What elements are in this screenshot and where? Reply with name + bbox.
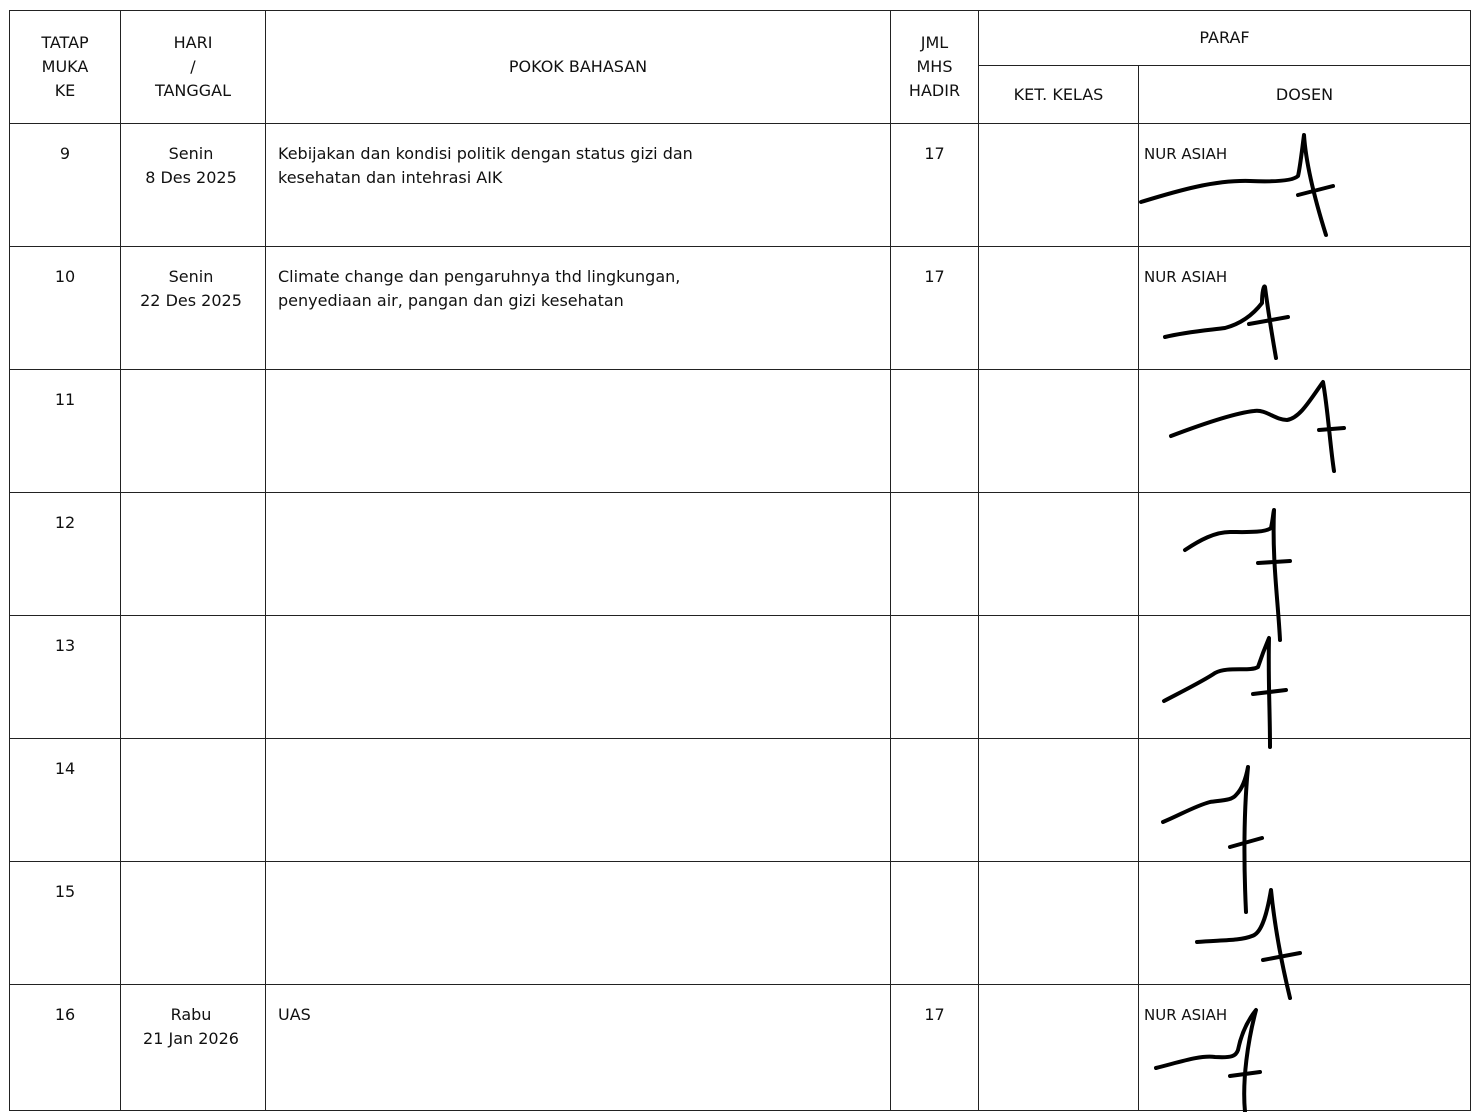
- day-date-cell: [121, 739, 266, 862]
- date-text: 22 Des 2025: [140, 291, 242, 310]
- ket-kelas-cell: [979, 739, 1139, 862]
- meeting-number: 10: [10, 247, 121, 370]
- meeting-number: 13: [10, 616, 121, 739]
- day-date-cell: [121, 247, 266, 370]
- topic-cell: [266, 739, 891, 862]
- topic-line-1: UAS: [278, 1005, 311, 1024]
- header-jml-mhs-hadir: JML MHS HADIR: [891, 11, 979, 124]
- topic-line-1: Climate change dan pengaruhnya thd lingkungan,: [278, 267, 681, 286]
- table-row: [10, 739, 1471, 862]
- day-name: Rabu: [170, 1005, 212, 1024]
- day-date-cell: [121, 862, 266, 985]
- header-ket-kelas: KET. KELAS: [979, 66, 1139, 124]
- topic-cell: [266, 985, 891, 1111]
- header-dosen: DOSEN: [1139, 66, 1471, 124]
- date-text: 8 Des 2025: [145, 168, 237, 187]
- attendance-count: 17: [891, 124, 979, 247]
- dosen-cell: [1139, 124, 1471, 247]
- header-paraf: PARAF: [979, 11, 1471, 66]
- attendance-count: 17: [891, 247, 979, 370]
- header-tatap-muka: TATAP MUKA KE: [10, 11, 121, 124]
- dosen-cell: [1139, 493, 1471, 616]
- day-date-cell: [121, 985, 266, 1111]
- lecture-log-table: [9, 10, 1471, 1111]
- dosen-cell: [1139, 247, 1471, 370]
- ket-kelas-cell: [979, 124, 1139, 247]
- dosen-cell: [1139, 862, 1471, 985]
- table-row: [10, 247, 1471, 370]
- meeting-number: 14: [10, 739, 121, 862]
- day-date-cell: [121, 124, 266, 247]
- attendance-count: [891, 739, 979, 862]
- topic-line-2: kesehatan dan intehrasi AIK: [278, 168, 503, 187]
- ket-kelas-cell: [979, 247, 1139, 370]
- ket-kelas-cell: [979, 616, 1139, 739]
- meeting-number: 15: [10, 862, 121, 985]
- dosen-cell: [1139, 739, 1471, 862]
- topic-cell: [266, 493, 891, 616]
- dosen-cell: [1139, 370, 1471, 493]
- topic-cell: [266, 247, 891, 370]
- ket-kelas-cell: [979, 862, 1139, 985]
- topic-cell: [266, 862, 891, 985]
- dosen-name: NUR ASIAH: [1144, 1006, 1228, 1024]
- meeting-number: 12: [10, 493, 121, 616]
- attendance-count: [891, 616, 979, 739]
- dosen-name: NUR ASIAH: [1144, 145, 1228, 163]
- table-row: [10, 493, 1471, 616]
- table-row: [10, 985, 1471, 1111]
- date-text: 21 Jan 2026: [143, 1029, 239, 1048]
- attendance-count: [891, 370, 979, 493]
- day-date-cell: [121, 493, 266, 616]
- table-row: [10, 124, 1471, 247]
- dosen-cell: [1139, 616, 1471, 739]
- table-row: [10, 616, 1471, 739]
- header-pokok-bahasan: POKOK BAHASAN: [266, 11, 891, 124]
- meeting-number: 9: [10, 124, 121, 247]
- day-name: Senin: [168, 144, 214, 163]
- meeting-number: 16: [10, 985, 121, 1111]
- dosen-name: NUR ASIAH: [1144, 268, 1228, 286]
- topic-line-2: penyediaan air, pangan dan gizi kesehatan: [278, 291, 624, 310]
- day-date-cell: [121, 616, 266, 739]
- attendance-count: [891, 493, 979, 616]
- header-hari-tanggal: HARI / TANGGAL: [121, 11, 266, 124]
- ket-kelas-cell: [979, 985, 1139, 1111]
- attendance-count: 17: [891, 985, 979, 1111]
- table-row: [10, 370, 1471, 493]
- table-row: [10, 862, 1471, 985]
- attendance-count: [891, 862, 979, 985]
- day-date-cell: [121, 370, 266, 493]
- topic-cell: [266, 124, 891, 247]
- day-name: Senin: [168, 267, 214, 286]
- dosen-cell: [1139, 985, 1471, 1111]
- meeting-number: 11: [10, 370, 121, 493]
- ket-kelas-cell: [979, 493, 1139, 616]
- ket-kelas-cell: [979, 370, 1139, 493]
- topic-cell: [266, 370, 891, 493]
- topic-line-1: Kebijakan dan kondisi politik dengan status gizi dan: [278, 144, 693, 163]
- topic-cell: [266, 616, 891, 739]
